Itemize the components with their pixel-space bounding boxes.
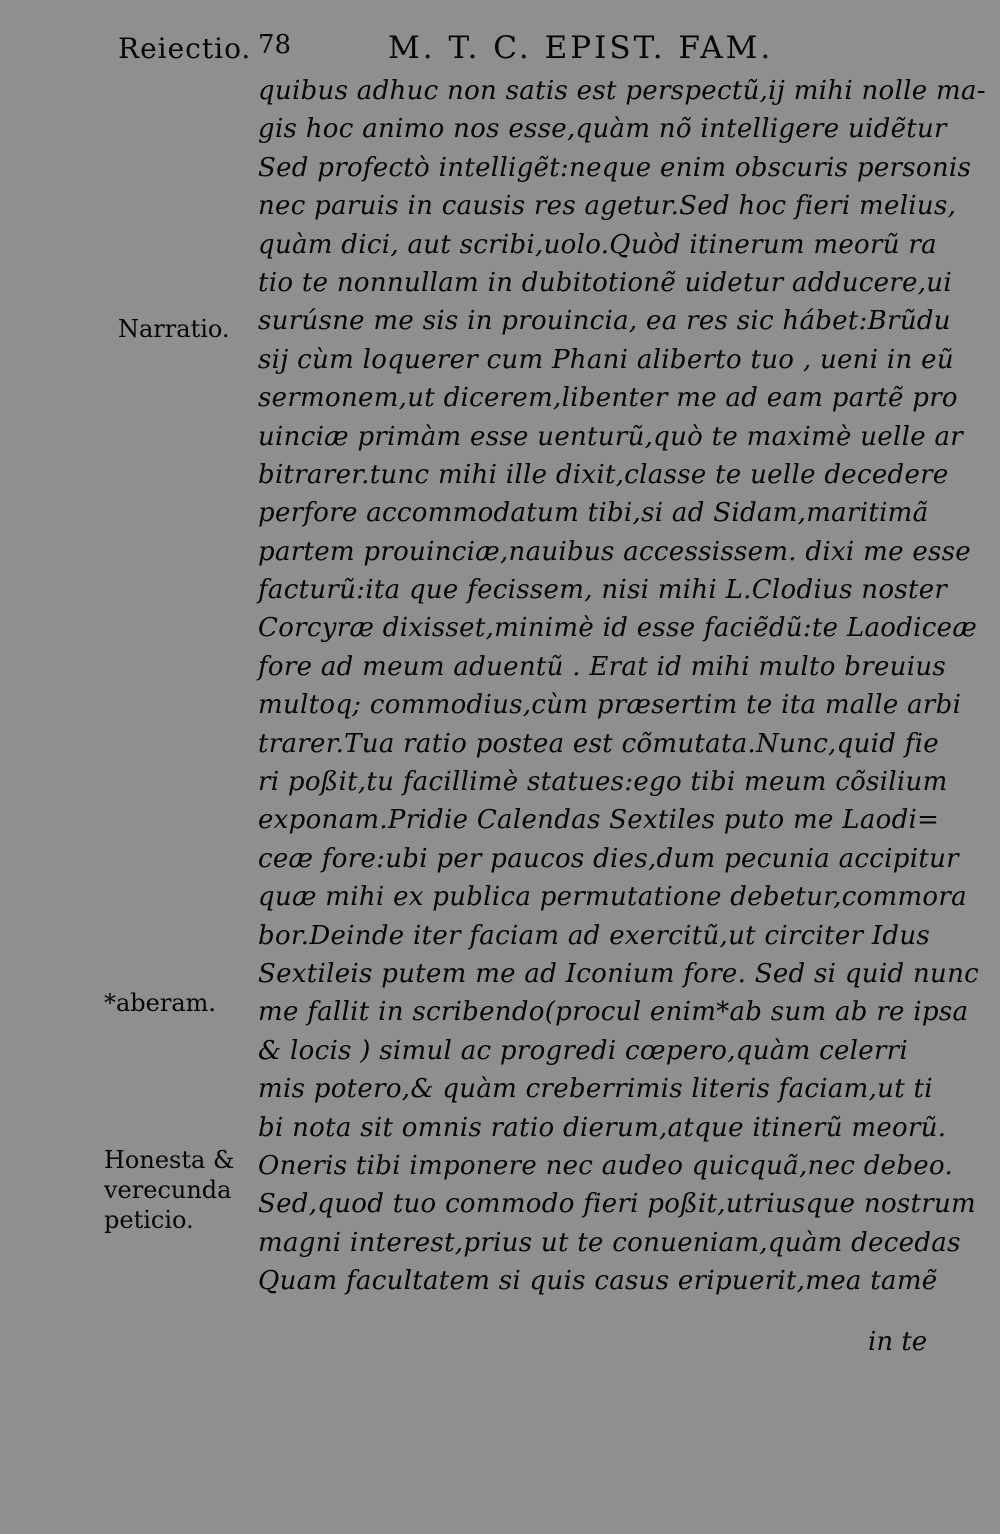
margin-note-line: peticio. xyxy=(104,1206,194,1234)
text-line: sermonem,ut dicerem,libenter me ad eam partẽ pro xyxy=(258,383,958,414)
margin-note-reiectio: Reiectio. xyxy=(118,32,252,65)
text-line: exponam.Pridie Calendas Sextiles puto me Laodi= xyxy=(258,805,940,836)
text-line: bitrarer.tunc mihi ille dixit,classe te uelle decedere xyxy=(258,459,949,490)
text-line: bi nota sit omnis ratio dierum,atque itinerũ meorũ. xyxy=(258,1112,947,1143)
text-line: gis hoc animo nos esse,quàm nõ intelligere uidẽtur xyxy=(258,114,947,145)
margin-note-line: Honesta & xyxy=(104,1146,235,1174)
text-line: & locis ) simul ac progredi cœpero,quàm celerri xyxy=(258,1035,909,1066)
margin-note-narratio: Narratio. xyxy=(118,315,230,343)
text-line: ri poßit,tu facillimè statues:ego tibi meum cõsilium xyxy=(258,767,948,798)
page-number: 78 xyxy=(258,30,292,60)
text-line: trarer.Tua ratio postea est cõmutata.Nunc,quid fie xyxy=(258,728,939,759)
text-line: quæ mihi ex publica permutatione debetur,commora xyxy=(258,882,967,913)
text-line: Sed,quod tuo commodo fieri poßit,utriusque nostrum xyxy=(258,1189,977,1220)
text-line: bor.Deinde iter faciam ad exercitũ,ut circiter Idus xyxy=(258,920,931,951)
text-line: sij cùm loquerer cum Phani aliberto tuo , ueni in eũ xyxy=(258,344,954,375)
text-line: Corcyræ dixisset,minimè id esse faciẽdũ:te Laodiceæ xyxy=(258,613,978,644)
margin-note-line: verecunda xyxy=(104,1176,232,1204)
text-line: ceæ fore:ubi per paucos dies,dum pecunia accipitur xyxy=(258,843,959,874)
text-line: Quam facultatem si quis casus eripuerit,mea tamẽ xyxy=(258,1266,938,1297)
text-line: nec paruis in causis res agetur.Sed hoc fieri melius, xyxy=(258,191,957,222)
text-line: perfore accommodatum tibi,si ad Sidam,maritimã xyxy=(258,498,929,529)
running-title: M. T. C. EPIST. FAM. xyxy=(388,30,774,66)
text-line: magni interest,prius ut te conueniam,quàm decedas xyxy=(258,1227,961,1258)
text-line: facturũ:ita que fecissem, nisi mihi L.Clodius noster xyxy=(258,575,948,606)
text-line: surúsne me sis in prouincia, ea res sic hábet:Brũdu xyxy=(258,306,951,337)
catchword: in te xyxy=(868,1327,928,1357)
text-line: Sextileis putem me ad Iconium fore. Sed si quid nunc xyxy=(258,958,979,989)
text-line: mis potero,& quàm creberrimis literis faciam,ut ti xyxy=(258,1074,933,1105)
text-line: quibus adhuc non satis est perspectũ,ij mihi nolle ma- xyxy=(258,76,986,106)
text-line: me fallit in scribendo(procul enim*ab sum ab re ipsa xyxy=(258,997,969,1028)
text-line: partem prouinciæ,nauibus accessissem. dixi me esse xyxy=(258,536,971,567)
text-line: fore ad meum aduentũ . Erat id mihi multo breuius xyxy=(258,651,947,682)
text-line: multoq; commodius,cùm præsertim te ita malle arbi xyxy=(258,690,962,721)
text-line: tio te nonnullam in dubitotionẽ uidetur adducere,ui xyxy=(258,267,952,298)
text-line: quàm dici, aut scribi,uolo.Quòd itinerum meorũ ra xyxy=(258,229,937,260)
text-line: Oneris tibi imponere nec audeo quicquã,nec debeo. xyxy=(258,1150,954,1181)
margin-note-aberam: *aberam. xyxy=(104,989,217,1017)
text-line: uinciæ primàm esse uenturũ,quò te maximè uelle ar xyxy=(258,421,963,452)
body-text xyxy=(258,72,986,1301)
margin-note-honesta xyxy=(104,1145,254,1235)
text-line: Sed profectò intelligẽt:neque enim obscuris personis xyxy=(258,152,972,183)
